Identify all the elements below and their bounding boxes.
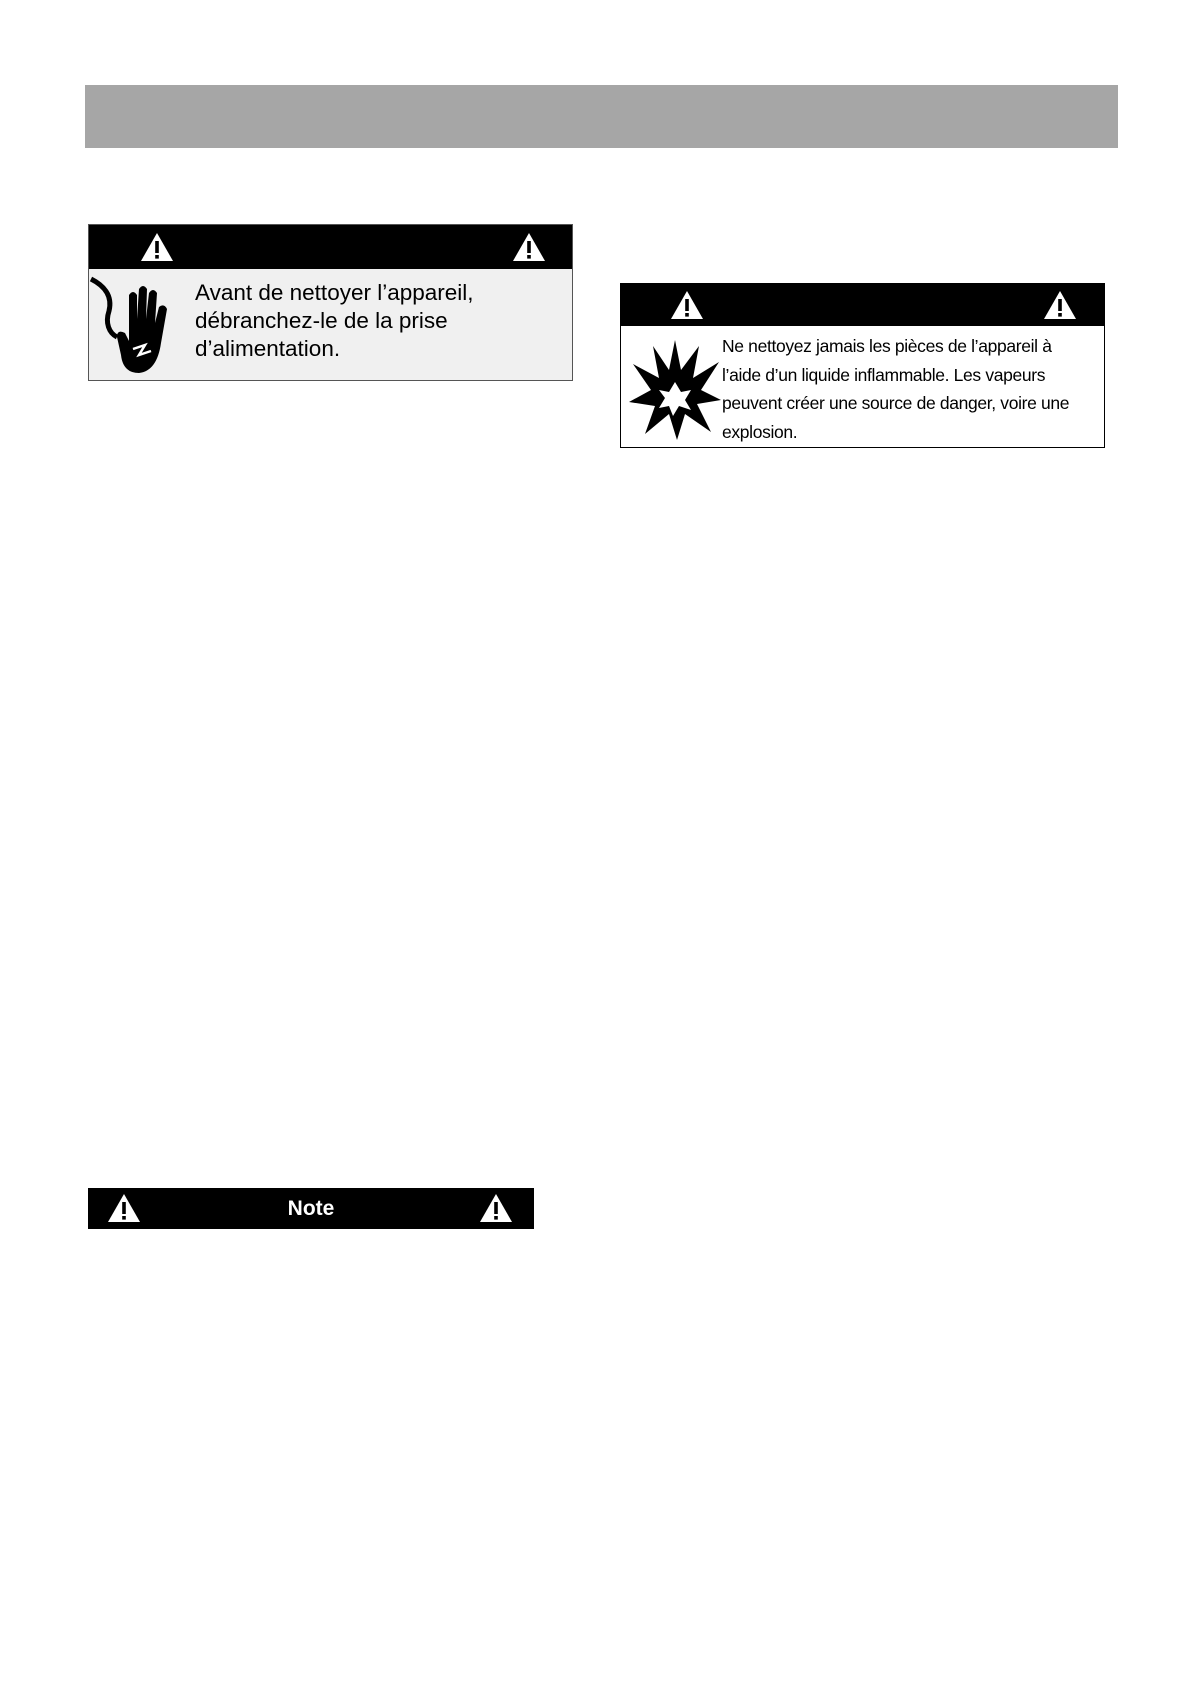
electric-shock-hand-icon: [89, 275, 189, 379]
warning-triangle-icon: [1042, 289, 1078, 321]
warning-triangle-icon: [511, 231, 547, 263]
warning-triangle-icon: [669, 289, 705, 321]
warning-header: [89, 225, 572, 269]
warning-triangle-icon: [478, 1192, 514, 1224]
flammable-warning-text: Ne nettoyez jamais les pièces de l’appareil à l’aide d’un liquide inflammable. Les vapeurs peuvent créer une source de danger, voire une explosion.: [722, 336, 1070, 442]
flammable-warning-box: [620, 283, 1105, 448]
electrical-warning-text: Avant de nettoyer l’appareil, débranchez-le de la prise d’alimentation.: [195, 280, 474, 361]
electrical-warning-box: [88, 224, 573, 381]
section-header-bar: [85, 85, 1118, 148]
explosion-icon: [627, 336, 723, 444]
warning-header: [621, 284, 1104, 326]
note-header-bar: [88, 1188, 534, 1229]
warning-triangle-icon: [139, 231, 175, 263]
note-label: Note: [287, 1197, 335, 1220]
